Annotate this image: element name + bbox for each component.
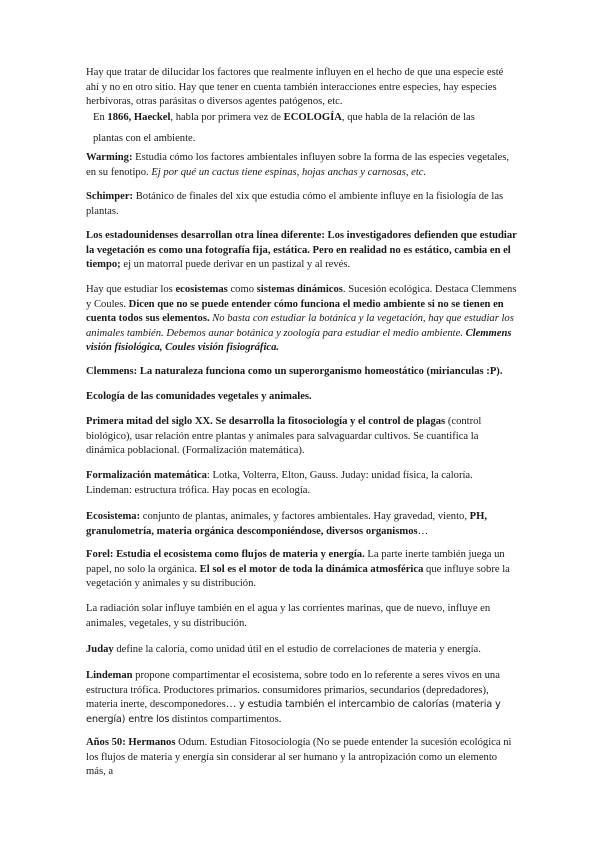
paragraph-warming (86, 151, 518, 180)
paragraph-haeckel-cont (93, 132, 518, 147)
bold-span: PH, granulometría, materia orgánica descomponiéndose, diversos organismos (86, 511, 487, 537)
text-span: En (93, 112, 108, 123)
text-span: La radiación solar influye también en el agua y las corrientes marinas, que de nuevo, influye en animales, vegetales, y su distribución. (86, 603, 491, 629)
paragraph-lindeman (86, 669, 518, 727)
handwritten-span: y estudia también el intercambio de calorías (materia y energía) entre los (86, 699, 501, 725)
text-span: distintos compartimentos. (169, 713, 282, 725)
italic-span: Ej por qué un cactus tiene espinas, hojas anchas y carnosas, etc. (151, 166, 427, 178)
text-span: , habla por primera vez de (170, 112, 284, 123)
bold-span: Warming: (86, 152, 133, 163)
text-span: La parte inerte también juega un papel, no solo la orgánica. (86, 549, 505, 575)
text-span: plantas con el ambiente. (93, 133, 196, 144)
text-span: … (417, 525, 429, 537)
bold-span: Los estadounidenses desarrollan otra línea diferente: Los investigadores defienden que estudiar la vegetación es como una fotografía fija, estática. Pero en realidad no es estático, cambia en el tiempo; (86, 230, 517, 271)
paragraph-anos-50 (86, 736, 518, 780)
paragraph-primera-mitad (86, 415, 518, 459)
bold-span: Formalización matemática (86, 470, 207, 481)
bold-span: ecosistemas (175, 284, 228, 295)
text-span: : Lotka, Volterra, Elton, Gauss. Juday: unidad física, la caloría. Lindeman: estructura trófica. Hay pocas en ecología. (86, 470, 473, 496)
text-span: Estudia cómo los factores ambientales influyen sobre la forma de las especies vegetales, en su fenotipo. (86, 152, 510, 178)
paragraph-ecosistemas-dinamicos (86, 283, 518, 356)
bold-span: ECOLOGÍA (283, 112, 342, 123)
bold-span: El sol es el motor de toda la dinámica atmosférica (199, 563, 424, 575)
paragraph-clemmens (86, 365, 518, 380)
paragraph-juday (86, 643, 518, 658)
bold-span: Juday (86, 644, 114, 655)
paragraph-forel (86, 548, 518, 592)
bold-span: 1866, Haeckel (107, 112, 171, 123)
text-span: Hay que tratar de dilucidar los factores que realmente influyen en el hecho de que una especie esté ahí y no en otro sitio. Hay que tener en cuenta también interacciones entre especies, hay especies herbívoras, otras parásitas o diversos agentes patógenos, etc. (86, 67, 504, 108)
bold-span: Schimper: (86, 191, 134, 202)
bold-span: Lindeman (86, 670, 133, 681)
text-span: Hay que estudiar los (86, 284, 176, 295)
paragraph-schimper (86, 190, 518, 219)
bold-span: Años 50: Hermanos (86, 737, 176, 748)
text-span: . Sucesión ecológica. Destaca Clemmens y Coules. (86, 284, 517, 310)
text-span: que influye sobre la vegetación y animales y su distribución. (86, 563, 510, 590)
text-span: propone compartimentar el ecosistema, sobre todo en lo referente a seres vivos en una estructura trófica. Productores primarios. consumidores primarios, secundarios (depredadores), materia inerte, descomponedores… (86, 670, 500, 711)
text-span: ej un matorral puede derivar en un pastizal y al revés. (120, 259, 351, 271)
bold-span: Forel: Estudia el ecosistema como flujos de materia y energía. (86, 549, 365, 560)
italic-span: No basta con estudiar la botánica y la vegetación, hay que estudiar los animales también. Debemos aunar botánica y zoología para estudiar el medio ambiente. (86, 313, 514, 339)
bold-span: Dicen que no se puede entender cómo funciona el medio ambiente si no se tienen en cuenta todos sus elementos. (86, 298, 504, 325)
text-span: define la caloría, como unidad útil en el estudio de correlaciones de materia y energía. (113, 644, 481, 655)
text-span: Odum. Estudian Fitosociología (No se puede entender la sucesión ecológica ni los flujos de materia y energía sin considerar al ser humano y la antropización como un elemento más, a (86, 737, 512, 778)
bold-italic-span: Clemmens visión fisiológica, Coules visión fisiográfica. (86, 327, 512, 354)
text-span: Botánico de finales del xix que estudia cómo el ambiente influye en la fisiología de las plantas. (86, 191, 504, 217)
paragraph-haeckel (93, 111, 518, 126)
paragraph-estadounidenses (86, 229, 518, 273)
bold-span: Clemmens: La naturaleza funciona como un superorganismo homeostático (mirianculas :P). (86, 366, 503, 377)
paragraph-ecologia-comunidades (86, 390, 518, 405)
bold-span: sistemas dinámicos (256, 284, 343, 295)
text-span: , que habla de la relación de las (341, 112, 475, 123)
paragraph-radiacion (86, 602, 518, 631)
text-span: conjunto de plantas, animales, y factores ambientales. Hay gravedad, viento, (140, 511, 470, 522)
paragraph-intro-factors (86, 66, 518, 110)
paragraph-formalizacion (86, 469, 518, 498)
text-span: (control biológico), usar relación entre plantas y animales para salvaguardar cultivos. Se cuantifica la dinámica poblacional. (Formalización matemática). (86, 416, 482, 457)
bold-span: Primera mitad del siglo XX. Se desarrolla la fitosociología y el control de plagas (86, 416, 446, 427)
bold-span: Ecosistema: (86, 511, 141, 522)
text-span: como (227, 284, 257, 295)
bold-span: Ecología de las comunidades vegetales y animales. (86, 391, 312, 402)
paragraph-ecosistema (86, 510, 518, 539)
